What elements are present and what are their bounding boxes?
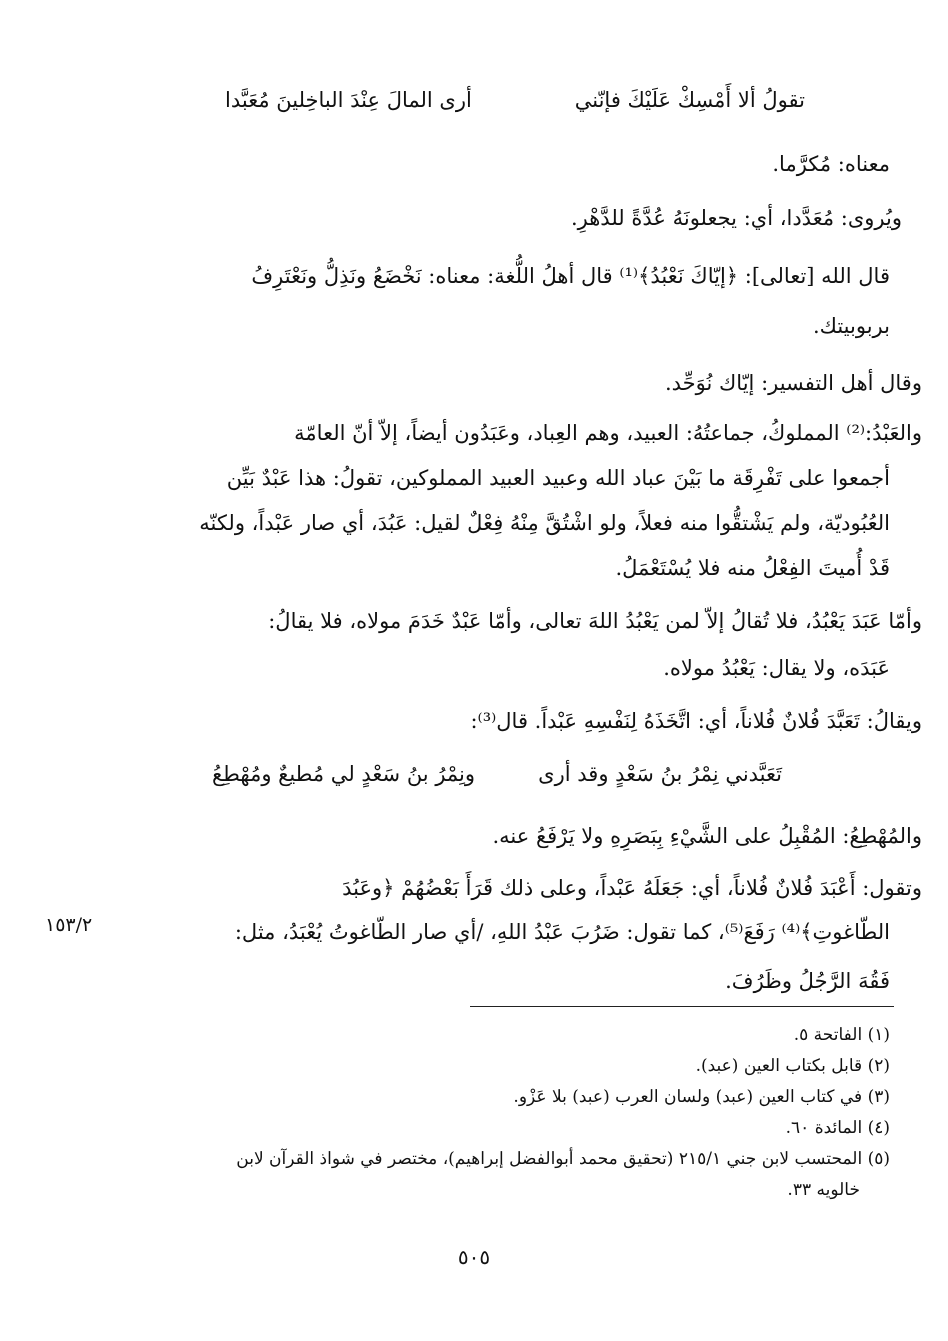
footnote: (١) الفاتحة ٥.	[793, 1025, 890, 1045]
text-line: عَبَدَه، ولا يقال: يَعْبُدُ مولاه.	[663, 656, 890, 680]
text-line: وتقول: أَعْبَدَ فُلانٌ فُلاناً، أي: جَعَلَهُ عَبْداً، وعلى ذلك قَرَأَ بَعْضُهُمْ ﴿وعَبُدَ	[342, 876, 922, 900]
page-number: ٥٠٥	[457, 1245, 491, 1269]
verse-1	[225, 88, 805, 112]
text-line: معناه: مُكرَّما.	[772, 152, 890, 176]
text-line: الطّاغوتِ﴾⁽⁴⁾ رَفَعَ⁽⁵⁾، كما تقول: ضَرُبَ عَبْدُ اللهِ، /أي صار الطّاغوتُ يُعْبَدُ، مثل:	[234, 920, 890, 944]
text-line: أجمعوا على تَفْرِقَة ما بَيْنَ عباد الله وعبيد العبيد المملوكين، تقولُ: هذا عَبْدٌ بَيِّن	[226, 466, 890, 490]
text-line: فَقُهَ الرَّجُلُ وظَرُفَ.	[725, 969, 890, 993]
text-line: قَدْ أُميتَ الفِعْلُ منه فلا يُسْتَعْمَلُ.	[615, 556, 890, 580]
text-line: قال الله [تعالى]: ﴿إيّاكَ نَعْبُدُ﴾⁽¹⁾ قال أهلُ اللُّغة: معناه: نَخْضَعُ ونَذِلُّ ونَعْتَرِفُ	[251, 264, 890, 288]
text-line: وأمّا عَبَدَ يَعْبُدُ، فلا تُقالُ إلاّ لمن يَعْبُدُ اللهَ تعالى، وأمّا عَبْدٌ خَدَمَ مولاه، فلا يقالُ:	[268, 609, 922, 633]
footnote: (٤) المائدة ٦٠.	[785, 1118, 890, 1138]
text-line: العُبُوديّة، ولم يَشْتقُّوا منه فعلاً، ولو اشْتُقَّ مِنْهُ فِعْلٌ لقيل: عَبُدَ، أي صار عَبْداً، ولكنّه	[199, 511, 890, 535]
margin-reference: ١٥٣/٢	[45, 914, 93, 936]
text-line: وقال أهل التفسير: إيّاك نُوَحِّد.	[664, 371, 922, 395]
text-line: ويقالُ: تَعَبَّدَ فُلانٌ فُلاناً، أي: اتَّخَذَهُ لِنَفْسِهِ عَبْداً. قال⁽³⁾:	[470, 709, 922, 733]
verse-1-second-hemistich: أرى المالَ عِنْدَ الباخِلينَ مُعَبَّدا	[225, 88, 472, 112]
text-line: بربوبيتك.	[812, 314, 890, 338]
text-line: والعَبْدُ:⁽²⁾ المملوكُ، جماعتُهُ: العبيد، وهم العِباد، وعَبَدُون أيضاً، إلاّ أنّ العامّة	[294, 421, 922, 445]
footnotes	[125, 1020, 890, 1206]
verse-2-second-hemistich: ونِمْرُ بنُ سَعْدٍ لي مُطيعٌ ومُهْطِعُ	[212, 762, 476, 786]
footnote: (٢) قابل بكتاب العين (عبد).	[695, 1056, 890, 1076]
verse-1-first-hemistich: تقولُ ألا أَمْسِكْ عَلَيْكَ فإنّني	[574, 88, 805, 112]
text-line: ويُروى: مُعَدَّدا، أي: يجعلونَهُ عُدَّةً للدَّهْرِ.	[570, 206, 902, 230]
verse-2-first-hemistich: تَعَبَّدني نِمْرُ بنُ سَعْدٍ وقد أرى	[538, 762, 782, 786]
footnote-divider	[470, 1006, 894, 1007]
footnote-continuation: خالويه ٣٣.	[787, 1180, 860, 1200]
footnote: (٣) في كتاب العين (عبد) ولسان العرب (عبد) بلا عَزْو.	[513, 1087, 890, 1107]
text-line: والمُهْطِعُ: المُقْبِلُ على الشَّيْءِ بِبَصَرِهِ ولا يَرْفَعُ عنه.	[492, 824, 922, 848]
verse-2	[212, 762, 782, 786]
footnote: (٥) المحتسب لابن جني ٢١٥/١ (تحقيق محمد أبوالفضل إبراهيم)، مختصر في شواذ القرآن لابن	[236, 1149, 890, 1169]
